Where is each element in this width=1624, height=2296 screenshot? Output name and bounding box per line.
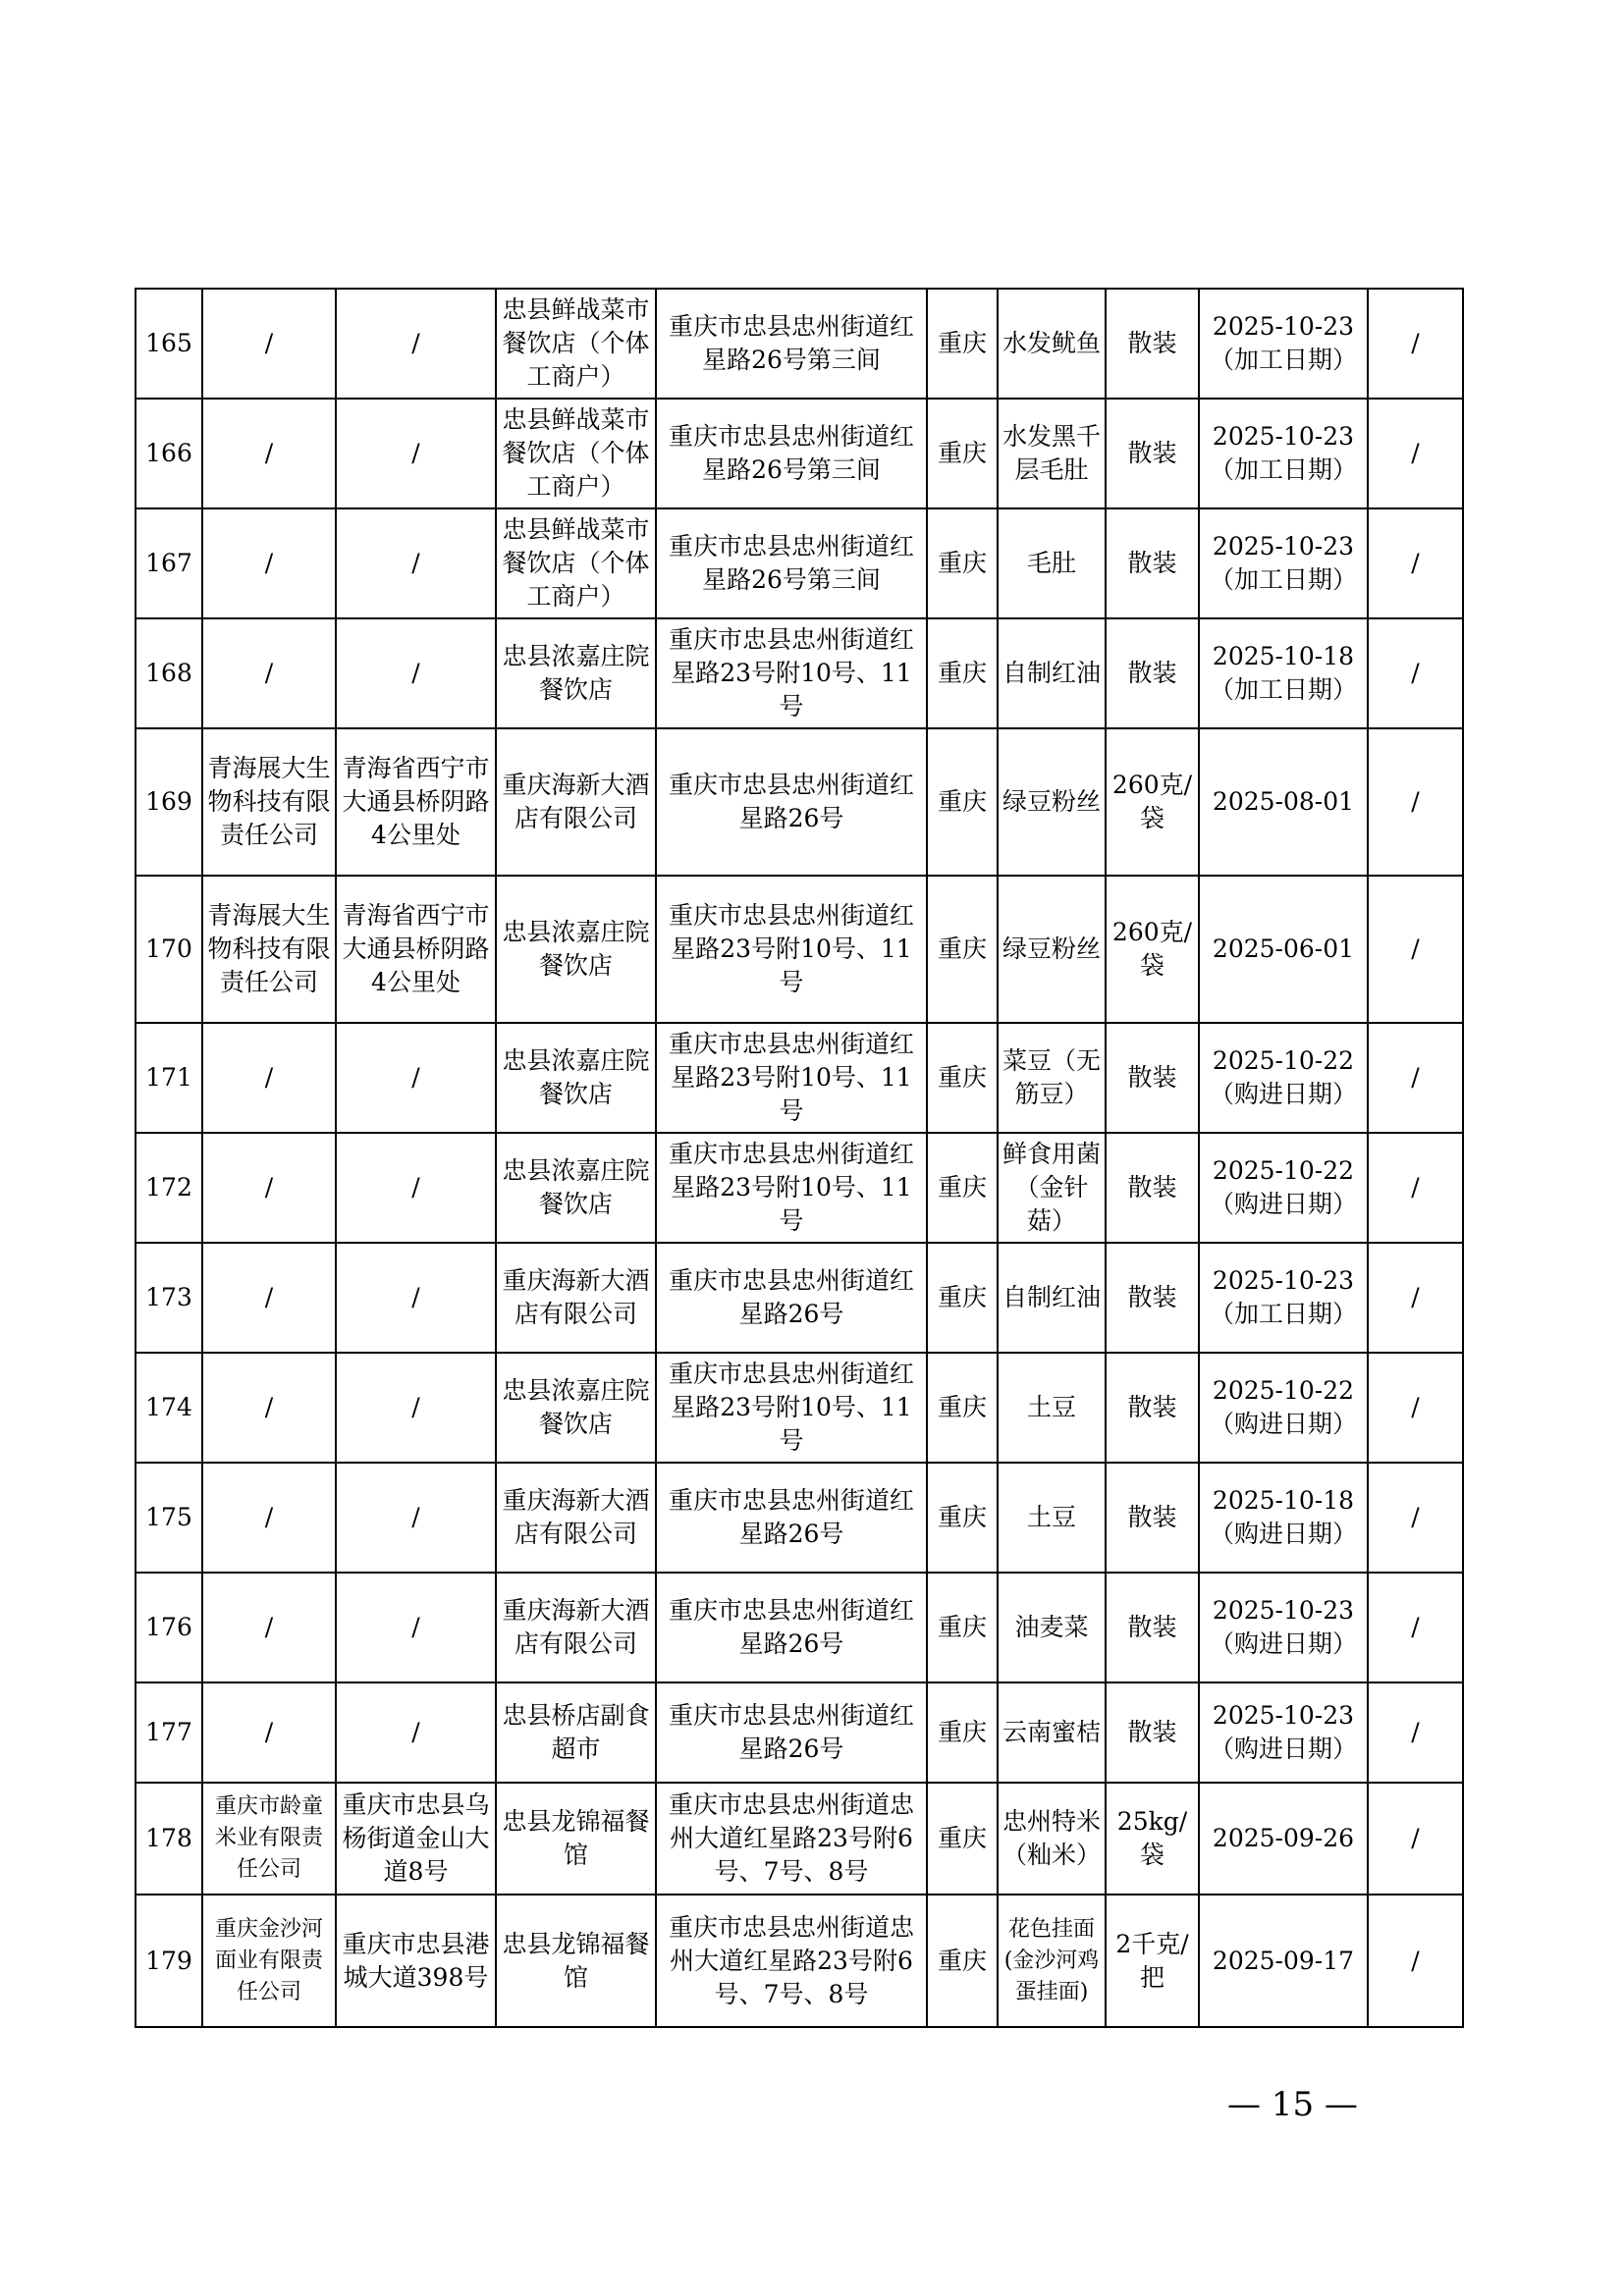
table-row <box>135 1463 1463 1573</box>
sampled-unit-name: 忠县浓嘉庄院餐饮店 <box>496 618 656 728</box>
table-row <box>135 1573 1463 1682</box>
sampled-unit-address: 重庆市忠县忠州街道红星路26号 <box>656 1573 927 1682</box>
sampled-unit-address: 重庆市忠县忠州街道红星路26号 <box>656 728 927 876</box>
table-row <box>135 1895 1463 2027</box>
row-number: 166 <box>135 399 202 508</box>
food-name: 土豆 <box>998 1463 1106 1573</box>
manufacturer-address: 青海省西宁市大通县桥阴路4公里处 <box>336 728 496 876</box>
row-number: 178 <box>135 1783 202 1895</box>
manufacturer-name: / <box>202 1573 336 1682</box>
row-number: 172 <box>135 1133 202 1243</box>
remark: / <box>1368 1463 1463 1573</box>
production-date: 2025-08-01 <box>1199 728 1368 876</box>
row-number: 171 <box>135 1023 202 1133</box>
food-name: 水发黑千层毛肚 <box>998 399 1106 508</box>
production-date: 2025-10-22（购进日期） <box>1199 1133 1368 1243</box>
table-row <box>135 1783 1463 1895</box>
manufacturer-name: / <box>202 289 336 399</box>
province: 重庆 <box>927 1895 998 2027</box>
sampled-unit-address: 重庆市忠县忠州街道红星路26号 <box>656 1463 927 1573</box>
specification: 散装 <box>1106 1353 1199 1463</box>
province: 重庆 <box>927 1463 998 1573</box>
province: 重庆 <box>927 1573 998 1682</box>
specification: 散装 <box>1106 1682 1199 1783</box>
manufacturer-address: / <box>336 618 496 728</box>
specification: 散装 <box>1106 1243 1199 1353</box>
remark: / <box>1368 1573 1463 1682</box>
food-name: 绿豆粉丝 <box>998 876 1106 1023</box>
remark: / <box>1368 1353 1463 1463</box>
manufacturer-name: / <box>202 1353 336 1463</box>
specification: 25kg/袋 <box>1106 1783 1199 1895</box>
province: 重庆 <box>927 1353 998 1463</box>
manufacturer-name: / <box>202 1133 336 1243</box>
food-name: 水发鱿鱼 <box>998 289 1106 399</box>
manufacturer-address: 重庆市忠县乌杨街道金山大道8号 <box>336 1783 496 1895</box>
specification: 散装 <box>1106 399 1199 508</box>
province: 重庆 <box>927 1133 998 1243</box>
sampled-unit-name: 忠县龙锦福餐馆 <box>496 1895 656 2027</box>
sampling-results-table <box>135 288 1464 2028</box>
table-row <box>135 876 1463 1023</box>
sampled-unit-name: 忠县浓嘉庄院餐饮店 <box>496 876 656 1023</box>
manufacturer-address: / <box>336 399 496 508</box>
sampled-unit-name: 忠县浓嘉庄院餐饮店 <box>496 1023 656 1133</box>
row-number: 175 <box>135 1463 202 1573</box>
remark: / <box>1368 1682 1463 1783</box>
manufacturer-name: / <box>202 508 336 618</box>
province: 重庆 <box>927 399 998 508</box>
specification: 散装 <box>1106 618 1199 728</box>
specification: 散装 <box>1106 1133 1199 1243</box>
manufacturer-name: 青海展大生物科技有限责任公司 <box>202 728 336 876</box>
sampled-unit-address: 重庆市忠县忠州街道忠州大道红星路23号附6号、7号、8号 <box>656 1783 927 1895</box>
production-date: 2025-10-23（购进日期） <box>1199 1682 1368 1783</box>
food-name: 油麦菜 <box>998 1573 1106 1682</box>
row-number: 168 <box>135 618 202 728</box>
sampled-unit-address: 重庆市忠县忠州街道红星路23号附10号、11号 <box>656 618 927 728</box>
province: 重庆 <box>927 289 998 399</box>
manufacturer-name: / <box>202 618 336 728</box>
sampled-unit-address: 重庆市忠县忠州街道红星路23号附10号、11号 <box>656 876 927 1023</box>
table-row <box>135 1353 1463 1463</box>
table-row <box>135 618 1463 728</box>
table-row <box>135 1243 1463 1353</box>
production-date: 2025-10-18（加工日期） <box>1199 618 1368 728</box>
manufacturer-address: / <box>336 1023 496 1133</box>
specification: 260克/袋 <box>1106 728 1199 876</box>
sampled-unit-name: 重庆海新大酒店有限公司 <box>496 1573 656 1682</box>
specification: 2千克/把 <box>1106 1895 1199 2027</box>
manufacturer-address: 青海省西宁市大通县桥阴路4公里处 <box>336 876 496 1023</box>
row-number: 176 <box>135 1573 202 1682</box>
province: 重庆 <box>927 728 998 876</box>
specification: 260克/袋 <box>1106 876 1199 1023</box>
manufacturer-address: / <box>336 1353 496 1463</box>
manufacturer-address: / <box>336 289 496 399</box>
remark: / <box>1368 1783 1463 1895</box>
production-date: 2025-09-26 <box>1199 1783 1368 1895</box>
specification: 散装 <box>1106 508 1199 618</box>
row-number: 170 <box>135 876 202 1023</box>
row-number: 167 <box>135 508 202 618</box>
sampled-unit-name: 忠县浓嘉庄院餐饮店 <box>496 1133 656 1243</box>
table-row <box>135 1682 1463 1783</box>
sampled-unit-name: 忠县龙锦福餐馆 <box>496 1783 656 1895</box>
sampled-unit-name: 重庆海新大酒店有限公司 <box>496 1463 656 1573</box>
manufacturer-address: 重庆市忠县港城大道398号 <box>336 1895 496 2027</box>
province: 重庆 <box>927 876 998 1023</box>
production-date: 2025-09-17 <box>1199 1895 1368 2027</box>
sampled-unit-address: 重庆市忠县忠州街道红星路23号附10号、11号 <box>656 1133 927 1243</box>
manufacturer-name: / <box>202 1463 336 1573</box>
sampled-unit-address: 重庆市忠县忠州街道红星路26号第三间 <box>656 399 927 508</box>
remark: / <box>1368 508 1463 618</box>
sampled-unit-address: 重庆市忠县忠州街道红星路23号附10号、11号 <box>656 1353 927 1463</box>
specification: 散装 <box>1106 1573 1199 1682</box>
row-number: 173 <box>135 1243 202 1353</box>
sampled-unit-name: 重庆海新大酒店有限公司 <box>496 1243 656 1353</box>
sampled-unit-name: 重庆海新大酒店有限公司 <box>496 728 656 876</box>
manufacturer-name: / <box>202 1243 336 1353</box>
manufacturer-name: / <box>202 399 336 508</box>
sampled-unit-address: 重庆市忠县忠州街道红星路23号附10号、11号 <box>656 1023 927 1133</box>
sampled-unit-address: 重庆市忠县忠州街道红星路26号第三间 <box>656 289 927 399</box>
sampled-unit-name: 忠县浓嘉庄院餐饮店 <box>496 1353 656 1463</box>
manufacturer-address: / <box>336 1573 496 1682</box>
sampled-unit-name: 忠县鲜战菜市餐饮店（个体工商户） <box>496 289 656 399</box>
remark: / <box>1368 1023 1463 1133</box>
sampled-unit-name: 忠县鲜战菜市餐饮店（个体工商户） <box>496 399 656 508</box>
row-number: 174 <box>135 1353 202 1463</box>
table-row <box>135 1023 1463 1133</box>
table-row <box>135 399 1463 508</box>
table-row <box>135 289 1463 399</box>
food-name: 鲜食用菌（金针菇） <box>998 1133 1106 1243</box>
province: 重庆 <box>927 1682 998 1783</box>
remark: / <box>1368 728 1463 876</box>
sampled-unit-name: 忠县鲜战菜市餐饮店（个体工商户） <box>496 508 656 618</box>
manufacturer-name: / <box>202 1682 336 1783</box>
production-date: 2025-10-22（购进日期） <box>1199 1353 1368 1463</box>
manufacturer-name: 重庆金沙河面业有限责任公司 <box>202 1895 336 2027</box>
remark: / <box>1368 618 1463 728</box>
food-name: 花色挂面(金沙河鸡蛋挂面) <box>998 1895 1106 2027</box>
table-body <box>135 289 1463 2027</box>
sampled-unit-address: 重庆市忠县忠州街道红星路26号 <box>656 1243 927 1353</box>
production-date: 2025-10-23（加工日期） <box>1199 1243 1368 1353</box>
remark: / <box>1368 1133 1463 1243</box>
manufacturer-name: 青海展大生物科技有限责任公司 <box>202 876 336 1023</box>
manufacturer-address: / <box>336 1133 496 1243</box>
production-date: 2025-10-23（加工日期） <box>1199 508 1368 618</box>
production-date: 2025-10-23（加工日期） <box>1199 289 1368 399</box>
remark: / <box>1368 1895 1463 2027</box>
remark: / <box>1368 1243 1463 1353</box>
table-row <box>135 508 1463 618</box>
specification: 散装 <box>1106 289 1199 399</box>
production-date: 2025-10-23（购进日期） <box>1199 1573 1368 1682</box>
manufacturer-address: / <box>336 1243 496 1353</box>
table-row <box>135 728 1463 876</box>
manufacturer-address: / <box>336 508 496 618</box>
food-name: 毛肚 <box>998 508 1106 618</box>
manufacturer-name: / <box>202 1023 336 1133</box>
sampled-unit-name: 忠县桥店副食超市 <box>496 1682 656 1783</box>
food-name: 自制红油 <box>998 1243 1106 1353</box>
row-number: 165 <box>135 289 202 399</box>
manufacturer-name: 重庆市龄童米业有限责任公司 <box>202 1783 336 1895</box>
food-name: 自制红油 <box>998 618 1106 728</box>
province: 重庆 <box>927 508 998 618</box>
page-number: — 15 — <box>1227 2085 1358 2124</box>
row-number: 179 <box>135 1895 202 2027</box>
province: 重庆 <box>927 618 998 728</box>
remark: / <box>1368 876 1463 1023</box>
sampled-unit-address: 重庆市忠县忠州街道红星路26号 <box>656 1682 927 1783</box>
row-number: 177 <box>135 1682 202 1783</box>
remark: / <box>1368 399 1463 508</box>
production-date: 2025-10-22（购进日期） <box>1199 1023 1368 1133</box>
province: 重庆 <box>927 1783 998 1895</box>
production-date: 2025-10-23（加工日期） <box>1199 399 1368 508</box>
sampled-unit-address: 重庆市忠县忠州街道忠州大道红星路23号附6号、7号、8号 <box>656 1895 927 2027</box>
manufacturer-address: / <box>336 1682 496 1783</box>
food-name: 菜豆（无筋豆） <box>998 1023 1106 1133</box>
specification: 散装 <box>1106 1463 1199 1573</box>
food-name: 土豆 <box>998 1353 1106 1463</box>
production-date: 2025-06-01 <box>1199 876 1368 1023</box>
food-name: 云南蜜桔 <box>998 1682 1106 1783</box>
province: 重庆 <box>927 1023 998 1133</box>
production-date: 2025-10-18（购进日期） <box>1199 1463 1368 1573</box>
table-row <box>135 1133 1463 1243</box>
food-name: 忠州特米（籼米） <box>998 1783 1106 1895</box>
sampled-unit-address: 重庆市忠县忠州街道红星路26号第三间 <box>656 508 927 618</box>
province: 重庆 <box>927 1243 998 1353</box>
remark: / <box>1368 289 1463 399</box>
specification: 散装 <box>1106 1023 1199 1133</box>
food-name: 绿豆粉丝 <box>998 728 1106 876</box>
row-number: 169 <box>135 728 202 876</box>
manufacturer-address: / <box>336 1463 496 1573</box>
